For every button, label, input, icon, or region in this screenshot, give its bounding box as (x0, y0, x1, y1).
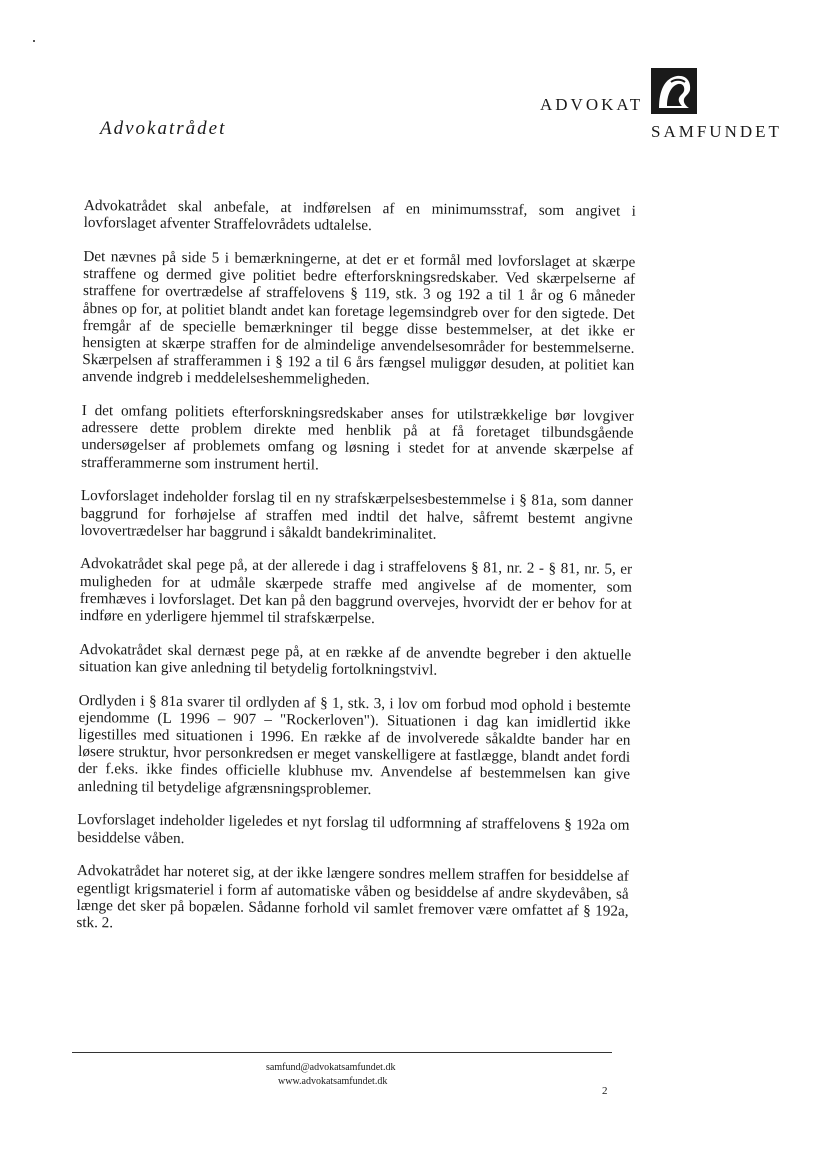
scan-speck (33, 40, 35, 42)
paragraph: Det nævnes på side 5 i bemærkningerne, at det er et formål med lovforslaget at skærpe straffene og dermed give politiet bedre efterforskningsredskaber. Ved skærpelserne af straffene for overtrædelse af straffelovens § 119, stk. 3 og 192 a til 1 år og 6 måneder åbnes op for, at politiet blandt andet kan foretage legemsindgreb over for den sigtede. Det fremgår af de specielle bemærkninger til begge disse bestemmelser, at det ikke er hensigten at skærpe straffen for de almindelige anvendelsesområder for bestemmelserne. Skærpelsen af strafferammen i § 192 a til 6 års fængsel muliggør desuden, at politiet kan anvende indgreb i meddelelseshemmeligheden. (82, 247, 636, 389)
council-title: Advokatrådet (100, 118, 227, 139)
paragraph: Advokatrådet skal dernæst pege på, at en række af de anvendte begreber i den aktuelle situation kan give anledning til betydelig fortolkningstvivl. (78, 640, 632, 679)
paragraph: Advokatrådet skal anbefale, at indførelsen af en minimumsstraf, som angivet i lovforslaget afventer Straffelovrådets udtalelse. (83, 197, 636, 235)
paragraph: Advokatrådet har noteret sig, at der ikke længere sondres mellem straffen for besiddelse af egentligt krigsmateriel i form af automatiske våben og besiddelse af andre skydevåben, så længe det sker på bopælen. Sådanne forhold vil samlet fremover være omfattet af § 192a, stk. 2. (76, 862, 630, 932)
footer-divider (72, 1052, 612, 1053)
footer-email: samfund@advokatsamfundet.dk (266, 1062, 396, 1073)
helmeted-head-emblem-icon (651, 68, 697, 114)
page-number: 2 (602, 1085, 608, 1097)
letter-body (76, 197, 636, 953)
logo-text-line1: ADVOKAT (540, 95, 644, 114)
footer-website: www.advokatsamfundet.dk (278, 1076, 388, 1087)
paragraph: Advokatrådet skal pege på, at der allerede i dag i straffelovens § 81, nr. 2 - § 81, nr. 5, er muligheden for at udmåle skærpede straffe med angivelse af de momenter, som fremhæves i lovforslaget. Det kan på den baggrund overvejes, hvorvidt der er behov for at indføre en yderligere hjemmel til strafskærpelse. (79, 555, 633, 628)
paragraph: Lovforslaget indeholder forslag til en ny strafskærpelsesbestemmelse i § 81a, som danner baggrund for forhøjelse af straffen med indtil det halve, såfremt bestemt angivne lovovertrædelser har baggrund i såkaldt bandekriminalitet. (80, 487, 633, 543)
paragraph: I det omfang politiets efterforskningsredskaber anses for utilstrækkelige bør lovgiver adressere dette problem direkte med henblik på at få foretaget tilbundsgående undersøgelser af problemets omfang og løsning i stedet for at anvende skærpelse af strafferammerne som instrument hertil. (81, 402, 634, 474)
paragraph: Lovforslaget indeholder ligeledes et nyt forslag til udformning af straffelovens § 192a om besiddelse våben. (77, 811, 630, 847)
logo-text-line2: SAMFUNDET (651, 122, 782, 141)
paragraph: Ordlyden i § 81a svarer til ordlyden af § 1, stk. 3, i lov om forbud mod ophold i bestemte ejendomme (L 1996 – 907 – "Rockerloven"). Situationen i dag kan imidlertid ikke ligestilles med situationen i 1996. En række af de involverede såkaldte bander har en løsere struktur, hvor personkredsen er meget vanskelligere at fastlægge, blandt andet fordi der f.eks. ikke findes officielle klubhuse mv. Anvendelse af bestemmelsen kan give anledning til betydelige afgrænsningsproblemer. (77, 691, 631, 798)
